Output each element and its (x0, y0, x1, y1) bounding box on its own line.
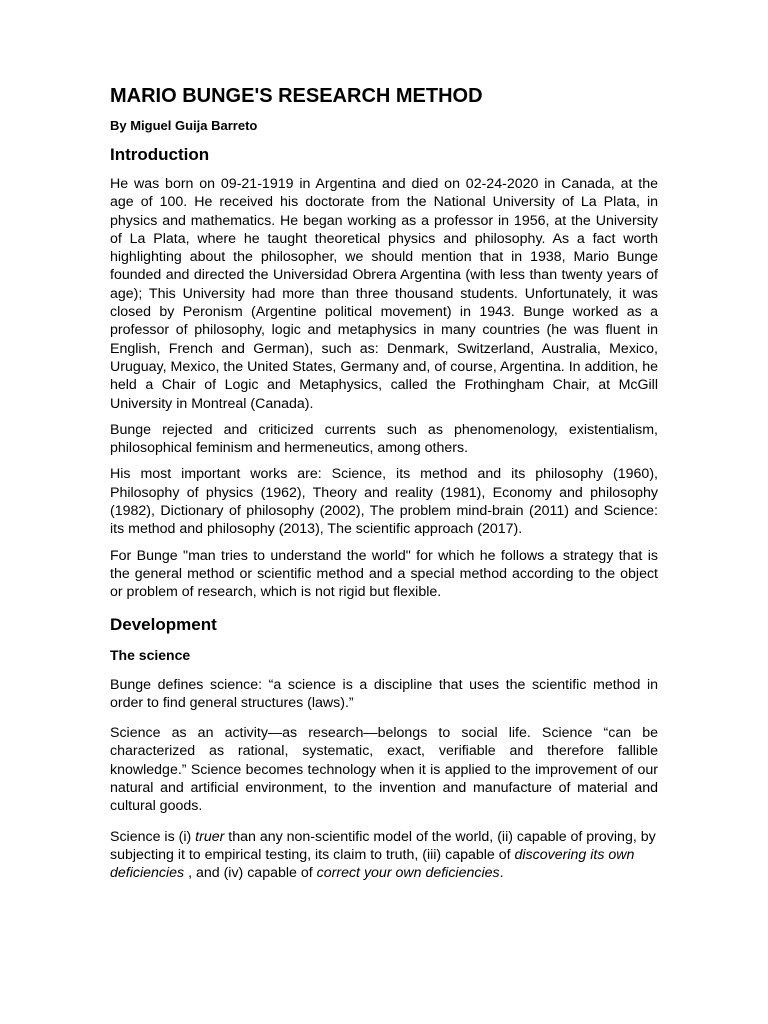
introduction-heading: Introduction (110, 145, 210, 164)
development-paragraph-1: Bunge defines science: “a science is a discipline that uses the scientific method in order to find general structures (laws).” (110, 676, 658, 711)
intro-paragraph-3: His most important works are: Science, its method and its philosophy (1960), Philosophy of physics (1962), Theory and reality (1981), Economy and philosophy (1982), Dictionary of philosophy (2002), The problem mind-brain (2011) and Science: its method and philosophy (2013), The scientific approach (2017). (110, 466, 658, 538)
para3-text-2: than any non-scientific model of the world, (ii) capable of proving, by subjecting it to empirical testing, its claim to truth, (iii) capable of (110, 828, 656, 863)
author-byline: By Miguel Guija Barreto (110, 118, 258, 133)
development-heading: Development (110, 614, 217, 634)
development-paragraph-3 (110, 828, 658, 883)
science-subheading: The science (110, 646, 191, 663)
para3-italic-deficiencies: discovering its own deficiencies (110, 846, 635, 882)
intro-paragraph-4: For Bunge "man tries to understand the world" for which he follows a strategy that is the general method or scientific method and a special method according to the object or problem of research, which is not rigid but flexible. (110, 547, 658, 601)
document-title: MARIO BUNGE'S RESEARCH METHOD (110, 85, 483, 107)
para3-text-4: . (499, 865, 504, 882)
para3-text-3: , and (iv) capable of (184, 865, 317, 882)
intro-paragraph-1: He was born on 09-21-1919 in Argentina and died on 02-24-2020 in Canada, at the age of 100. He received his doctorate from the National University of La Plata, in physics and mathematics. He began working as a professor in 1956, at the University of La Plata, where he taught theoretical physics and philosophy. As a fact worth highlighting about the philosopher, we should mention that in 1938, Mario Bunge founded and directed the Universidad Obrera Argentina (with less than twenty years of age); This University had more than three thousand students. Unfortunately, it was closed by Peronism (Argentine political movement) in 1943. Bunge worked as a professor of philosophy, logic and metaphysics in many countries (he was fluent in English, French and German), such as: Denmark, Switzerland, Australia, Mexico, Uruguay, Mexico, the United States, Germany and, of course, Argentina. In addition, he held a Chair of Logic and Metaphysics, called the Frothingham Chair, at McGill University in Montreal (Canada). (110, 176, 658, 412)
para3-italic-truer: truer (195, 828, 225, 845)
intro-paragraph-2: Bunge rejected and criticized currents such as phenomenology, existentialism, philosophical feminism and hermeneutics, among others. (110, 421, 658, 457)
para3-italic-correct: correct your own deficiencies (316, 865, 500, 882)
development-paragraph-2: Science as an activity—as research—belongs to social life. Science “can be characterized as rational, systematic, exact, verifiable and therefore fallible knowledge.” Science becomes technology when it is applied to the improvement of our natural and artificial environment, to the invention and manufacture of material and cultural goods. (110, 725, 658, 815)
para3-text-1: Science is (i) (110, 828, 196, 845)
